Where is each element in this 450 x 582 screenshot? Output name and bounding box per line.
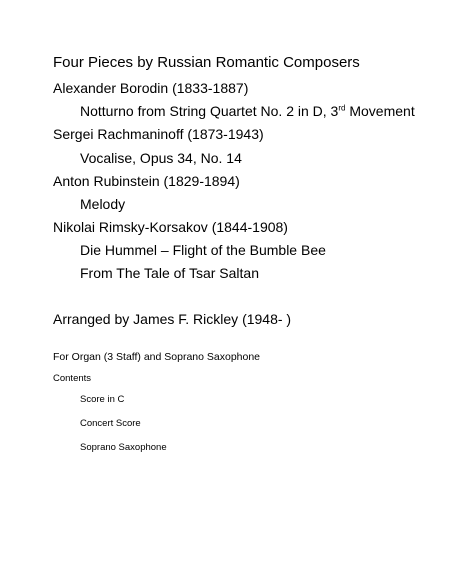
arranger-credit: Arranged by James F. Rickley (1948- ) — [53, 311, 292, 327]
work-subtitle-rimsky-korsakov: From The Tale of Tsar Saltan — [80, 265, 259, 281]
contents-item: Soprano Saxophone — [80, 442, 167, 453]
work-title-rimsky-korsakov: Die Hummel – Flight of the Bumble Bee — [80, 242, 326, 258]
composer-name-rubinstein: Anton Rubinstein (1829-1894) — [53, 173, 240, 189]
work-title-borodin-suffix: Movement — [345, 103, 415, 119]
composer-name-rimsky-korsakov: Nikolai Rimsky-Korsakov (1844-1908) — [53, 219, 288, 235]
work-title-borodin — [80, 104, 415, 118]
composer-name-rachmaninoff: Sergei Rachmaninoff (1873-1943) — [53, 126, 264, 142]
work-title-rachmaninoff: Vocalise, Opus 34, No. 14 — [80, 150, 242, 166]
contents-item: Concert Score — [80, 418, 141, 429]
work-title-borodin-superscript: rd — [338, 103, 346, 113]
work-title-rubinstein: Melody — [80, 196, 126, 212]
document-title: Four Pieces by Russian Romantic Composers — [53, 54, 360, 71]
contents-item: Score in C — [80, 394, 125, 405]
work-title-borodin-main: Notturno from String Quartet No. 2 in D, 3 — [80, 103, 339, 119]
contents-heading: Contents — [53, 373, 92, 384]
instrumentation: For Organ (3 Staff) and Soprano Saxophone — [53, 351, 261, 363]
composer-name-borodin: Alexander Borodin (1833-1887) — [53, 80, 249, 96]
